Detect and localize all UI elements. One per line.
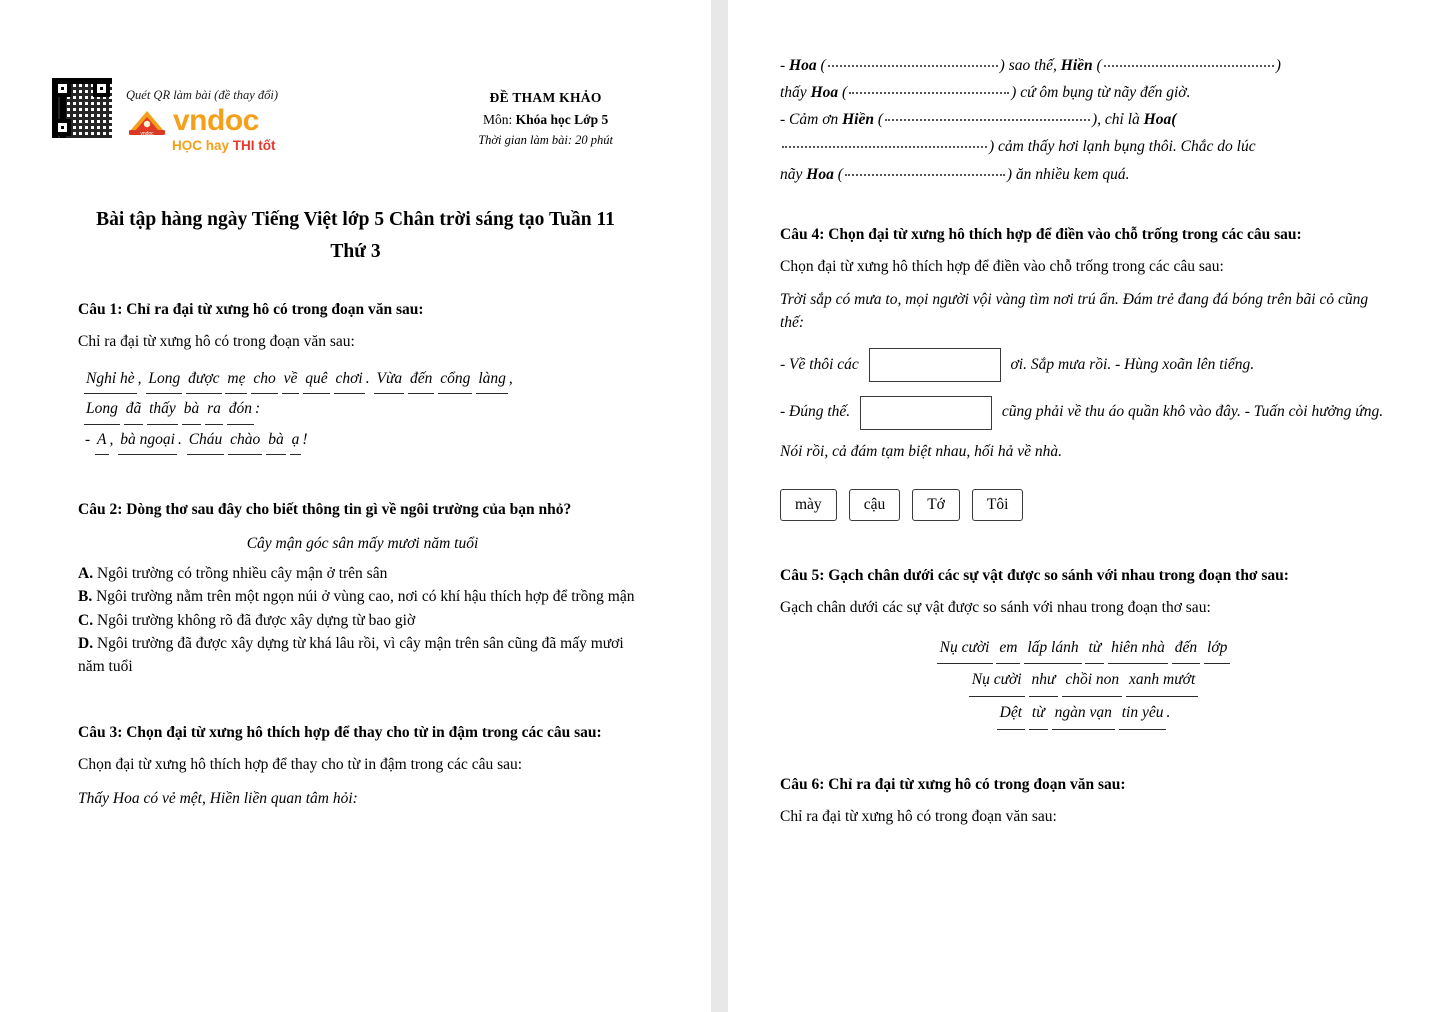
question-3-lead: Thấy Hoa có vẻ mệt, Hiền liền quan tâm hỏi: [78,789,358,807]
token: làng [476,364,508,394]
question-3-fill-lines [780,52,1387,188]
token: , [137,369,142,387]
token: cổng [438,364,472,394]
token: về [282,364,300,394]
token[interactable]: xanh mướt [1126,664,1198,697]
token[interactable]: như [1029,664,1059,697]
page-title: Bài tập hàng ngày Tiếng Việt lớp 5 Chân trời sáng tạo Tuần 11 [96,209,615,230]
row-2-trailing: cũng phải về thu áo quần khô vào đây. - Tuấn còi hưởng ứng. [1001,403,1384,421]
token: thấy [147,394,178,424]
token: Vừa [374,364,404,394]
token: Long [146,364,182,394]
word-chip-to[interactable]: Tớ [912,489,960,521]
question-3-title: Câu 3: Chọn đại từ xưng hô thích hợp để thay cho từ in đậm trong các câu sau: [78,724,602,742]
brand-block [126,88,278,153]
page-gutter [711,0,728,1012]
vndoc-logo-icon [126,105,168,137]
question-2-title: Câu 2: Dòng thơ sau đây cho biết thông tin gì về ngôi trường của bạn nhỏ? [78,501,572,518]
question-4-closing: Nói rồi, cả đám tạm biệt nhau, hối hả về nhà. [780,442,1062,460]
question-5-prompt: Gạch chân dưới các sự vật được so sánh với nhau trong đoạn thơ sau: [780,599,1211,617]
token: đã [124,394,144,424]
answer-input-2[interactable] [860,396,992,430]
poem-line-1 [780,632,1387,665]
token: đón [227,394,254,424]
token[interactable]: hiên nhà [1108,632,1168,665]
question-1-passage [78,364,647,455]
fill-line: thấy Hoa ( ) cứ ôm bụng từ nãy đến giờ. [780,84,1191,102]
fill-line: - Hoa ( ) sao thế, Hiền ( ) [780,57,1281,74]
token[interactable]: từ [1085,632,1104,665]
token: Cháu [187,425,225,455]
question-4-prompt: Chọn đại từ xưng hô thích hợp để điền vào chỗ trống trong các câu sau: [780,257,1224,275]
token: , [508,369,513,387]
token: . [365,369,370,387]
brand-slogan: HỌC hay THI tốt [172,138,276,153]
token[interactable]: đến [1172,632,1200,665]
fill-blank[interactable] [845,174,1005,176]
token[interactable]: chồi non [1062,664,1122,697]
question-4-context: Trời sắp có mưa to, mọi người vội vàng tìm nơi trú ẩn. Đám trẻ đang đá bóng trên bãi cỏ cũng thế: [780,291,1369,332]
token: ! [302,430,308,448]
question-6-title: Câu 6: Chỉ ra đại từ xưng hô có trong đoạn văn sau: [780,775,1126,793]
poem-line-3 [780,697,1387,730]
token: bà [266,425,286,455]
token: cho [251,364,277,394]
token: . [1166,704,1171,722]
token: chào [228,425,262,455]
token: Long [84,394,120,424]
row-1-label: - Về thôi các [780,355,859,373]
question-4-word-bank [780,489,1387,521]
page-left [0,0,711,1012]
question-1-title: Câu 1: Chỉ ra đại từ xưng hô có trong đoạn văn sau: [78,301,424,319]
fill-line: nãy Hoa ( ) ăn nhiều kem quá. [780,165,1130,183]
token: ạ [290,425,302,455]
question-4-title: Câu 4: Chọn đại từ xưng hô thích hợp để điền vào chỗ trống trong các câu sau: [780,225,1302,243]
fill-blank[interactable] [828,65,998,67]
left-column-body [0,299,711,810]
exam-subject: Môn: Khóa học Lớp 5 [482,112,609,127]
token[interactable]: em [996,632,1020,665]
passage-line [84,425,647,455]
word-chip-toi[interactable]: Tôi [972,489,1024,521]
exam-meta [478,78,659,148]
option-a[interactable]: A. Ngôi trường có trồng nhiều cây mận ở trên sân [78,565,388,582]
option-b[interactable]: B. Ngôi trường nằm trên một ngọn núi ở vùng cao, nơi có khí hậu thích hợp để trồng mận [78,588,635,606]
token[interactable]: tin yêu [1119,697,1167,730]
fill-blank[interactable] [782,146,987,148]
fill-line: - Cảm ơn Hiền ( ), chỉ là Hoa( [780,111,1177,129]
token: đến [408,364,434,394]
option-c[interactable]: C. Ngôi trường không rõ đã được xây dựng từ bao giờ [78,611,416,629]
option-d[interactable]: D. Ngôi trường đã được xây dựng từ khá lâu rồi, vì cây mận trên sân cũng đã mấy mươi năm tuổi [78,635,624,675]
token: - [85,430,91,448]
token: : [254,400,261,418]
passage-line [84,364,647,394]
fill-blank[interactable] [885,119,1090,121]
token[interactable]: lấp lánh [1024,632,1081,665]
token[interactable]: Nụ cười [937,632,993,665]
question-5-title: Câu 5: Gạch chân dưới các sự vật được so sánh với nhau trong đoạn thơ sau: [780,567,1289,585]
token: . [177,430,182,448]
token: bà ngoại [118,425,177,455]
token: Nghỉ hè [84,364,137,394]
brand-wordmark: vndoc [173,104,259,137]
row-2-label: - Đúng thế. [780,403,851,421]
fill-blank[interactable] [1104,65,1274,67]
question-6-prompt: Chỉ ra đại từ xưng hô có trong đoạn văn sau: [780,807,1057,825]
token[interactable]: Dệt [997,697,1025,730]
passage-line [84,394,647,424]
word-chip-may[interactable]: mày [780,489,837,521]
token[interactable]: từ [1029,697,1048,730]
row-1-trailing: ơi. Sắp mưa rồi. - Hùng xoãn lên tiếng. [1010,355,1255,373]
question-3-prompt: Chọn đại từ xưng hô thích hợp để thay cho từ in đậm trong các câu sau: [78,756,523,774]
token[interactable]: ngàn vạn [1052,697,1115,730]
token: chơi [334,364,365,394]
question-5-poem [780,632,1387,730]
question-1-prompt: Chỉ ra đại từ xưng hô có trong đoạn văn sau: [78,333,355,351]
question-2-options [78,563,647,678]
token: mẹ [225,364,247,394]
page-subtitle: Thứ 3 [330,241,381,263]
svg-text:vndoc: vndoc [140,131,154,137]
page-right [728,0,1439,1012]
token: , [109,430,114,448]
token: bà [182,394,202,424]
qr-caption: Quét QR làm bài (đề thay đổi) [126,88,279,102]
question-2-poem: Cây mận góc sân mấy mươi năm tuổi [246,535,479,552]
token[interactable]: Nụ cười [969,664,1025,697]
question-4-row-1 [780,347,1387,383]
fill-line: ) cảm thấy hơi lạnh bụng thôi. Chắc do lúc [780,133,1387,160]
poem-line-2 [780,664,1387,697]
token: quê [303,364,329,394]
right-column-body [728,0,1439,828]
document-header [0,0,711,153]
answer-input-1[interactable] [869,348,1001,382]
qr-code-icon[interactable] [52,78,112,138]
word-chip-cau[interactable]: cậu [849,489,901,521]
fill-blank[interactable] [849,92,1009,94]
token: A [95,425,108,455]
token: được [186,364,221,394]
token: ra [205,394,223,424]
question-4-row-2 [780,394,1387,430]
token[interactable]: lớp [1204,632,1230,665]
exam-title: ĐỀ THAM KHẢO [489,90,602,105]
exam-duration: Thời gian làm bài: 20 phút [478,133,613,147]
